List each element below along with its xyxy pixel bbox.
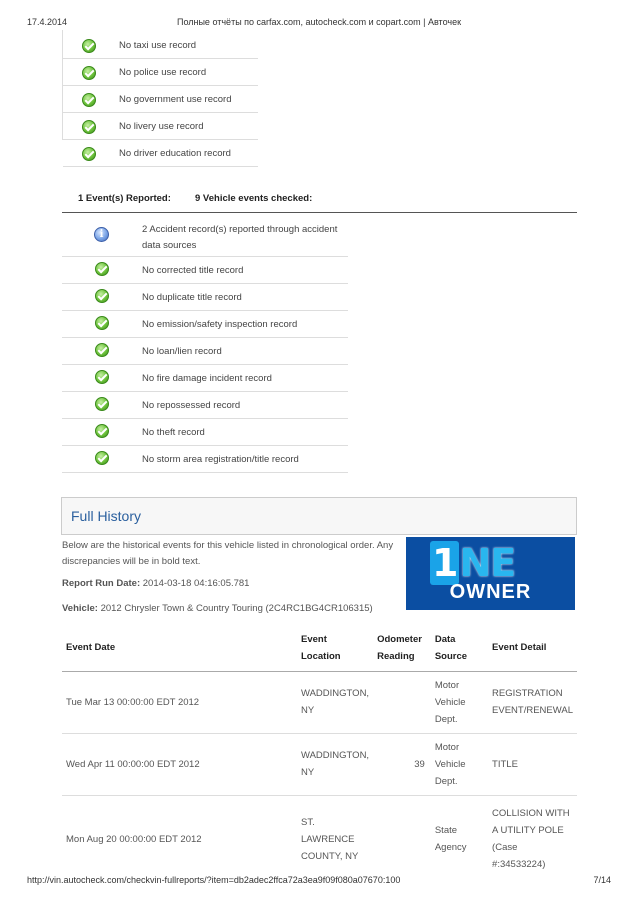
cell-source: Motor Vehicle Dept. — [431, 671, 488, 733]
events-reported-count: 1 Event(s) Reported: — [78, 193, 171, 204]
vehicle-info — [62, 603, 373, 614]
cell-date: Wed Apr 11 00:00:00 EDT 2012 — [62, 733, 297, 795]
table-row — [62, 795, 577, 883]
list-item — [62, 215, 348, 257]
list-item — [62, 311, 348, 338]
cell-odometer: 39 — [373, 733, 431, 795]
check-icon — [95, 397, 109, 411]
record-label: No theft record — [142, 427, 205, 438]
description-line: Below are the historical events for this vehicle listed in chronological order. Any — [62, 540, 394, 551]
list-item — [63, 32, 258, 59]
section-title: Full History — [71, 508, 142, 524]
list-item — [63, 113, 258, 140]
check-icon — [95, 451, 109, 465]
badge-digit: 1 — [432, 541, 458, 585]
record-label: No repossessed record — [142, 400, 241, 411]
full-history-section-header — [61, 497, 577, 535]
list-item — [62, 365, 348, 392]
check-icon — [95, 262, 109, 276]
badge-one-text — [430, 541, 515, 585]
list-item — [63, 59, 258, 86]
run-date-label: Report Run Date: — [62, 578, 141, 589]
record-label: No taxi use record — [119, 40, 197, 51]
check-icon — [82, 66, 96, 80]
list-item — [62, 392, 348, 419]
cell-location: WADDINGTON, NY — [297, 733, 373, 795]
header-event-detail: Event Detail — [488, 625, 577, 671]
check-icon — [95, 424, 109, 438]
record-label: No loan/lien record — [142, 346, 222, 357]
cell-date: Mon Aug 20 00:00:00 EDT 2012 — [62, 795, 297, 883]
list-item — [62, 446, 348, 473]
check-icon — [95, 316, 109, 330]
print-title: Полные отчёты по carfax.com, autocheck.com и copart.com | Авточек — [176, 17, 462, 27]
badge-ne: NE — [459, 541, 516, 585]
record-label: No fire damage incident record — [142, 373, 272, 384]
cell-detail: REGISTRATION EVENT/RENEWAL — [488, 671, 577, 733]
table-row — [62, 671, 577, 733]
cell-detail: TITLE — [488, 733, 577, 795]
print-footer — [27, 875, 611, 887]
one-owner-badge — [406, 537, 575, 610]
cell-odometer — [373, 795, 431, 883]
print-header — [27, 17, 611, 29]
cell-location: ST. LAWRENCE COUNTY, NY — [297, 795, 373, 883]
list-item — [62, 338, 348, 365]
record-label: No government use record — [119, 94, 232, 105]
history-description — [62, 538, 402, 570]
header-odometer: Odometer Reading — [373, 625, 431, 671]
record-label: No corrected title record — [142, 265, 244, 276]
vehicle-value: 2012 Chrysler Town & Country Touring (2C4RC1BG4CR106315) — [100, 603, 373, 614]
divider — [62, 212, 577, 213]
badge-owner-text: OWNER — [449, 581, 532, 603]
page-number: 7/14 — [593, 875, 611, 885]
list-item — [63, 86, 258, 113]
check-icon — [82, 39, 96, 53]
record-label: No duplicate title record — [142, 292, 242, 303]
header-event-date: Event Date — [62, 625, 297, 671]
record-label: No police use record — [119, 67, 207, 78]
record-label-line2: data sources — [142, 240, 197, 251]
print-url: http://vin.autocheck.com/checkvin-fullreports/?item=db2adec2ffca72a3ea9f09f080a07670:100 — [27, 875, 401, 885]
vehicle-label: Vehicle: — [62, 603, 98, 614]
check-icon — [95, 343, 109, 357]
cell-detail: COLLISION WITH A UTILITY POLE (Case #:34533224) — [488, 795, 577, 883]
print-date: 17.4.2014 — [27, 17, 68, 27]
list-item — [62, 419, 348, 446]
record-label: No driver education record — [119, 148, 231, 159]
list-item — [63, 140, 258, 167]
check-icon — [95, 370, 109, 384]
check-icon — [95, 289, 109, 303]
cell-location: WADDINGTON, NY — [297, 671, 373, 733]
report-run-date — [62, 578, 249, 589]
cell-odometer — [373, 671, 431, 733]
header-data-source: Data Source — [431, 625, 488, 671]
check-icon — [82, 93, 96, 107]
record-label: No emission/safety inspection record — [142, 319, 298, 330]
events-summary — [78, 193, 313, 204]
run-date-value: 2014-03-18 04:16:05.781 — [142, 578, 250, 589]
events-checked-count: 9 Vehicle events checked: — [195, 193, 313, 204]
history-table — [62, 625, 577, 883]
table-row — [62, 733, 577, 795]
description-line: discrepancies will be in bold text. — [62, 556, 201, 567]
record-label-line1: 2 Accident record(s) reported through accident — [142, 224, 338, 235]
cell-date: Tue Mar 13 00:00:00 EDT 2012 — [62, 671, 297, 733]
cell-source: Motor Vehicle Dept. — [431, 733, 488, 795]
record-label: No livery use record — [119, 121, 204, 132]
header-event-location: Event Location — [297, 625, 373, 671]
list-item — [62, 257, 348, 284]
record-label: No storm area registration/title record — [142, 454, 299, 465]
table-header-row — [62, 625, 577, 671]
info-icon: i — [94, 227, 109, 242]
check-icon — [82, 120, 96, 134]
list-item — [62, 284, 348, 311]
cell-source: State Agency — [431, 795, 488, 883]
check-icon — [82, 147, 96, 161]
